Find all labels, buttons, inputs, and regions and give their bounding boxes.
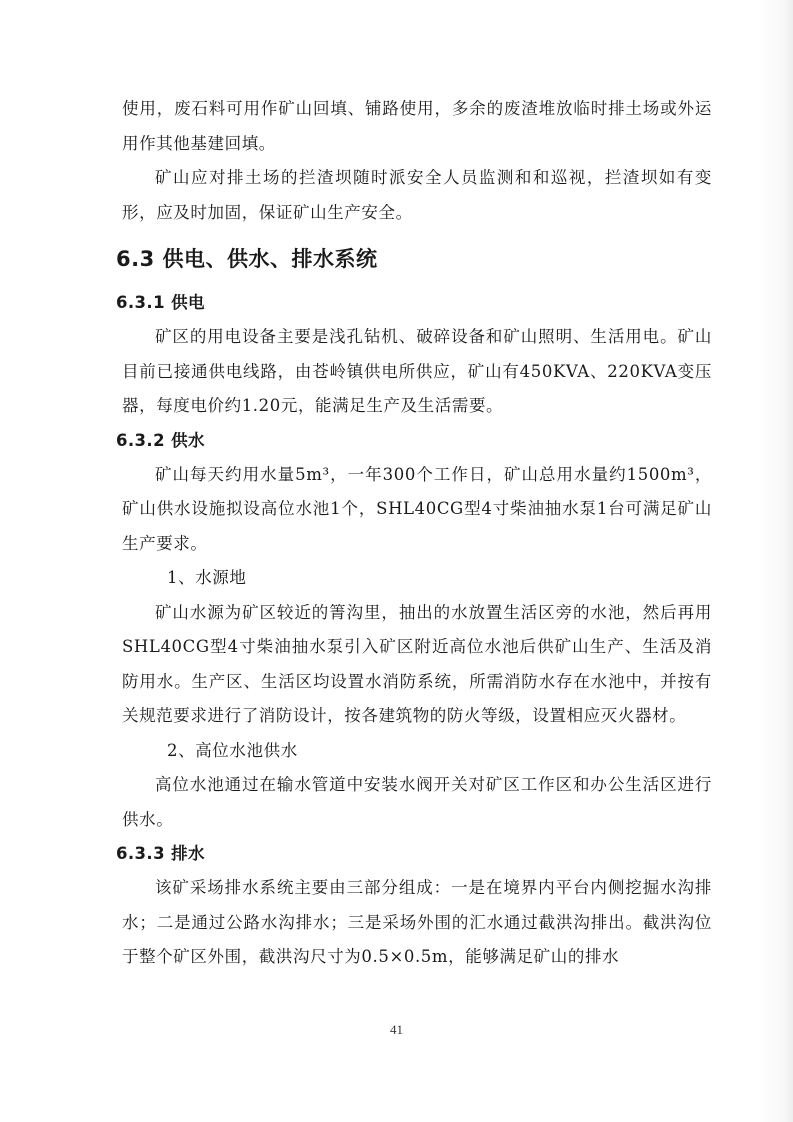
paragraph-waste-use: 使用，废石料可用作矿山回填、铺路使用，多余的废渣堆放临时排土场或外运用作其他基建回填。 — [122, 99, 712, 153]
page-content — [116, 92, 712, 975]
scan-shadow — [757, 0, 793, 1122]
paragraph-water-source: 矿山水源为矿区较近的箐沟里，抽出的水放置生活区旁的水池，然后再用SHL40CG型4寸柴油抽水泵引入矿区附近高位水池后供矿山生产、生活及消防用水。生产区、生活区均设置水消防系统，所需消防水存在水池中，并按有关规范要求进行了消防设计，按各建筑物的防火等级，设置相应灭火器材。 — [122, 602, 712, 725]
section-heading-utilities: 6.3 供电、供水、排水系统 — [116, 247, 378, 271]
list-item-high-pool: 2、高位水池供水 — [167, 740, 298, 760]
subsection-heading-power: 6.3.1 供电 — [116, 293, 205, 312]
subsection-heading-water: 6.3.2 供水 — [116, 430, 205, 450]
paragraph-drainage: 该矿采场排水系统主要由三部分组成：一是在境界内平台内侧挖掘水沟排水；二是通过公路水沟排水；三是采场外围的汇水通过截洪沟排出。截洪沟位于整个矿区外围，截洪沟尺寸为0.5×0.5m，能够满足矿山的排水 — [122, 878, 712, 966]
paragraph-dam-monitoring: 矿山应对排土场的拦渣坝随时派安全人员监测和和巡视，拦渣坝如有变形，应及时加固，保证矿山生产安全。 — [122, 168, 712, 222]
subsection-heading-drainage: 6.3.3 排水 — [116, 844, 205, 863]
paragraph-power: 矿区的用电设备主要是浅孔钻机、破碎设备和矿山照明、生活用电。矿山目前已接通供电线路，由苍岭镇供电所供应，矿山有450KVA、220KVA变压器，每度电价约1.20元，能满足生产及生活需要。 — [122, 327, 712, 415]
paragraph-high-pool: 高位水池通过在输水管道中安装水阀开关对矿区工作区和办公生活区进行供水。 — [122, 775, 712, 829]
page-number: 41 — [390, 1022, 403, 1037]
paragraph-water: 矿山每天约用水量5m³，一年300个工作日，矿山总用水量约1500m³，矿山供水设施拟设高位水池1个，SHL40CG型4寸柴油抽水泵1台可满足矿山生产要求。 — [122, 464, 712, 553]
list-item-water-source: 1、水源地 — [167, 568, 247, 587]
